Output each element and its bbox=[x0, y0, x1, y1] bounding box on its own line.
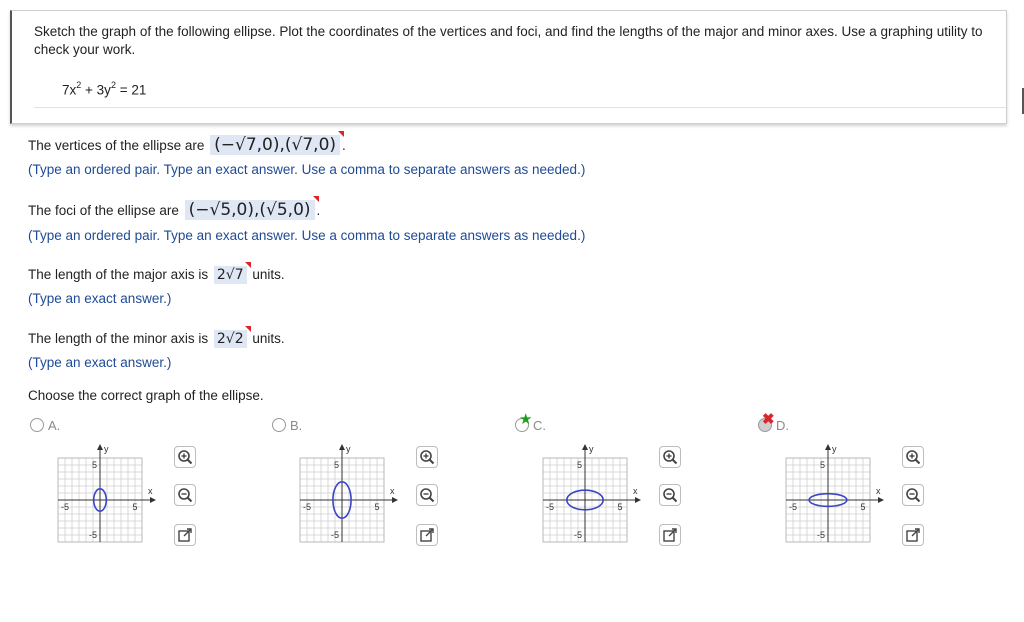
popout-button[interactable] bbox=[174, 524, 196, 546]
zoom-out-icon bbox=[177, 487, 193, 503]
x-axis-arrow bbox=[878, 497, 884, 503]
zoom-in-button[interactable] bbox=[174, 446, 196, 468]
incorrect-x-icon: ✖ bbox=[762, 411, 775, 428]
choice-b-label: B. bbox=[290, 418, 303, 433]
choice-d-label: D. bbox=[776, 418, 789, 433]
eq-part-c: = 21 bbox=[115, 82, 147, 98]
y-tick-label: 5 bbox=[333, 460, 339, 470]
zoom-in-icon bbox=[419, 449, 435, 465]
question-panel bbox=[10, 10, 1007, 124]
zoom-out-button[interactable] bbox=[416, 484, 438, 506]
y-tick-label: -5 bbox=[88, 530, 97, 540]
choose-prompt: Choose the correct graph of the ellipse. bbox=[28, 388, 264, 403]
radio-button[interactable] bbox=[272, 418, 286, 432]
eq-part-a: 7x bbox=[62, 82, 77, 98]
eq-exp-2: 2 bbox=[110, 80, 116, 90]
minor-units: units. bbox=[252, 331, 285, 346]
minor-answer[interactable] bbox=[214, 330, 247, 348]
foci-hint: (Type an ordered pair. Type an exact answer. Use a comma to separate answers as needed.) bbox=[28, 228, 586, 243]
foci-label: The foci of the ellipse are bbox=[28, 203, 179, 218]
popout-icon bbox=[662, 527, 678, 543]
x-axis-label: x bbox=[148, 486, 153, 496]
popout-icon bbox=[905, 527, 921, 543]
zoom-in-button[interactable] bbox=[659, 446, 681, 468]
zoom-out-button[interactable] bbox=[174, 484, 196, 506]
divider bbox=[34, 107, 1006, 108]
x-tick-label: -5 bbox=[545, 502, 555, 512]
popout-button[interactable] bbox=[902, 524, 924, 546]
graph-a bbox=[50, 440, 170, 552]
x-tick-label: -5 bbox=[788, 502, 798, 512]
minor-answer-text: 2√2 bbox=[216, 331, 244, 347]
x-axis-arrow bbox=[150, 497, 156, 503]
vertices-hint: (Type an ordered pair. Type an exact answer. Use a comma to separate answers as needed.) bbox=[28, 162, 586, 177]
y-axis-label: y bbox=[589, 444, 594, 454]
zoom-out-icon bbox=[662, 487, 678, 503]
minor-hint: (Type an exact answer.) bbox=[28, 355, 172, 370]
zoom-in-icon bbox=[177, 449, 193, 465]
major-hint: (Type an exact answer.) bbox=[28, 291, 172, 306]
radio-button[interactable] bbox=[30, 418, 44, 432]
choice-a-label: A. bbox=[48, 418, 61, 433]
x-tick-label: 5 bbox=[860, 502, 866, 512]
y-tick-label: 5 bbox=[576, 460, 582, 470]
vertices-period: . bbox=[342, 138, 346, 153]
zoom-out-icon bbox=[905, 487, 921, 503]
correct-star-icon: ★ bbox=[519, 411, 533, 428]
x-tick-label: -5 bbox=[60, 502, 70, 512]
y-tick-label: -5 bbox=[816, 530, 825, 540]
x-axis-arrow bbox=[392, 497, 398, 503]
choice-b[interactable] bbox=[272, 418, 302, 433]
eq-part-b: + 3y bbox=[81, 82, 111, 98]
y-tick-label: -5 bbox=[573, 530, 582, 540]
zoom-in-button[interactable] bbox=[902, 446, 924, 468]
y-axis-arrow bbox=[582, 444, 588, 450]
choice-a[interactable] bbox=[30, 418, 60, 433]
zoom-out-button[interactable] bbox=[659, 484, 681, 506]
major-line bbox=[28, 266, 285, 284]
flag-icon bbox=[338, 131, 344, 137]
x-axis-arrow bbox=[635, 497, 641, 503]
y-axis-arrow bbox=[97, 444, 103, 450]
flag-icon bbox=[245, 326, 251, 332]
choice-c-label: C. bbox=[533, 418, 546, 433]
major-answer-text: 2√7 bbox=[216, 267, 244, 283]
vertices-answer[interactable] bbox=[210, 135, 340, 155]
question-text: Sketch the graph of the following ellipse. Plot the coordinates of the vertices and foci, and find the lengths of the major and minor axes. Use a graphing utility to check your work. bbox=[34, 24, 983, 57]
foci-line bbox=[28, 200, 320, 220]
foci-answer[interactable] bbox=[185, 200, 315, 220]
foci-period: . bbox=[316, 203, 321, 218]
x-axis-label: x bbox=[390, 486, 395, 496]
major-answer[interactable] bbox=[214, 266, 247, 284]
graph-b bbox=[292, 440, 412, 552]
zoom-in-icon bbox=[905, 449, 921, 465]
zoom-in-icon bbox=[662, 449, 678, 465]
minor-label: The length of the minor axis is bbox=[28, 331, 209, 346]
y-tick-label: -5 bbox=[330, 530, 339, 540]
y-tick-label: 5 bbox=[819, 460, 825, 470]
x-axis-label: x bbox=[876, 486, 881, 496]
flag-icon bbox=[313, 196, 319, 202]
vertices-label: The vertices of the ellipse are bbox=[28, 138, 205, 153]
x-tick-label: 5 bbox=[617, 502, 623, 512]
y-axis-arrow bbox=[339, 444, 345, 450]
major-units: units. bbox=[252, 267, 285, 282]
eq-exp-1: 2 bbox=[76, 80, 82, 90]
foci-answer-text: (−√5,0),(√5,0) bbox=[188, 200, 311, 220]
zoom-out-button[interactable] bbox=[902, 484, 924, 506]
x-tick-label: -5 bbox=[302, 502, 312, 512]
popout-button[interactable] bbox=[416, 524, 438, 546]
major-label: The length of the major axis is bbox=[28, 267, 209, 282]
vertices-line bbox=[28, 135, 346, 155]
y-axis-arrow bbox=[825, 444, 831, 450]
y-axis-label: y bbox=[346, 444, 351, 454]
popout-icon bbox=[177, 527, 193, 543]
x-tick-label: 5 bbox=[132, 502, 138, 512]
popout-icon bbox=[419, 527, 435, 543]
x-axis-label: x bbox=[633, 486, 638, 496]
graph-d bbox=[778, 440, 898, 552]
zoom-out-icon bbox=[419, 487, 435, 503]
vertices-answer-text: (−√7,0),(√7,0) bbox=[214, 135, 337, 155]
zoom-in-button[interactable] bbox=[416, 446, 438, 468]
minor-line bbox=[28, 330, 285, 348]
popout-button[interactable] bbox=[659, 524, 681, 546]
y-axis-label: y bbox=[104, 444, 109, 454]
y-axis-label: y bbox=[832, 444, 837, 454]
flag-icon bbox=[245, 262, 251, 268]
y-tick-label: 5 bbox=[91, 460, 97, 470]
x-tick-label: 5 bbox=[374, 502, 380, 512]
equation bbox=[62, 81, 146, 98]
graph-c bbox=[535, 440, 655, 552]
